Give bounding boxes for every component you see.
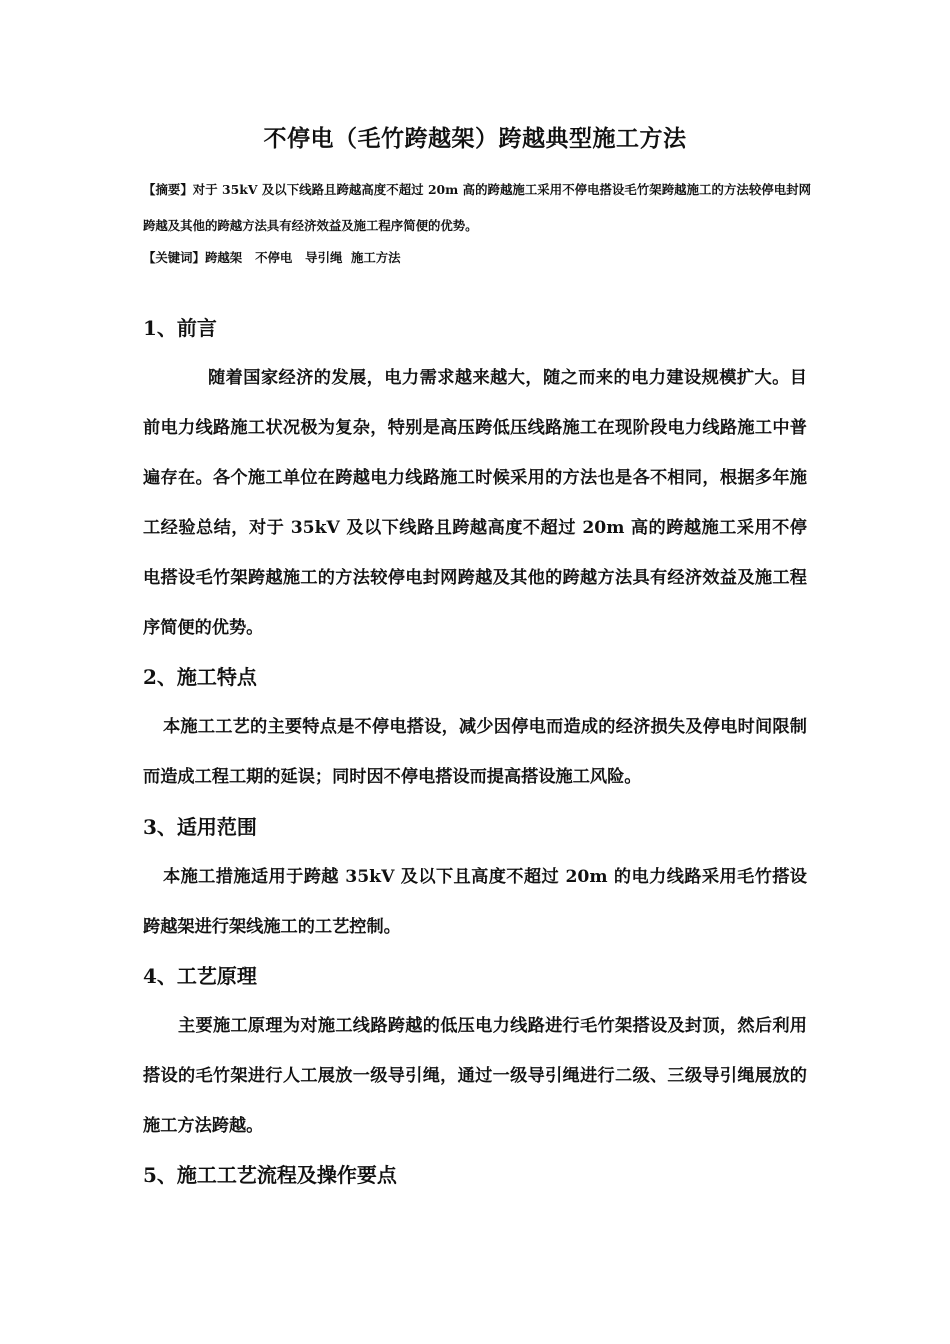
document-title: 不停电（毛竹跨越架）跨越典型施工方法 [263, 125, 687, 152]
abstract-paragraph: 【摘要】对于 35kV 及以下线路且跨越高度不超过 20m 高的跨越施工采用不停电搭设毛竹架跨越施工的方法较停电封网跨越及其他的跨越方法具有经济效益及施工程序简便的优势。 [143, 182, 811, 233]
keywords-line: 【关键词】跨越架 不停电 导引绳 施工方法 [143, 250, 401, 265]
section-body-principle: 主要施工原理为对施工线路跨越的低压电力线路进行毛竹架搭设及封顶，然后利用搭设的毛竹架进行人工展放一级导引绳，通过一级导引绳进行二级、三级导引绳展放的施工方法跨越。 [143, 1016, 807, 1136]
section-body-features: 本施工工艺的主要特点是不停电搭设，减少因停电而造成的经济损失及停电时间限制而造成工程工期的延误；同时因不停电搭设而提高搭设施工风险。 [143, 717, 807, 787]
section-heading-scope: 3、适用范围 [143, 815, 257, 839]
section-heading-principle: 4、工艺原理 [143, 964, 257, 988]
section-body-scope: 本施工措施适用于跨越 35kV 及以下且高度不超过 20m 的电力线路采用毛竹搭设跨越架进行架线施工的工艺控制。 [143, 867, 807, 937]
section-heading-features: 2、施工特点 [143, 665, 257, 689]
section-body-preface: 随着国家经济的发展，电力需求越来越大，随之而来的电力建设规模扩大。目前电力线路施工状况极为复杂，特别是高压跨低压线路施工在现阶段电力线路施工中普遍存在。各个施工单位在跨越电力线路施工时候采用的方法也是各不相同，根据多年施工经验总结，对于 35kV 及以下线路且跨越高度不超过 20m 高的跨越施工采用不停电搭设毛竹架跨越施工的方法较停电封网跨越及其他的跨越方法具有经济效益及施工程序简便的优势。 [143, 368, 807, 638]
section-heading-process: 5、施工工艺流程及操作要点 [143, 1163, 397, 1187]
section-heading-preface: 1、前言 [143, 316, 217, 340]
